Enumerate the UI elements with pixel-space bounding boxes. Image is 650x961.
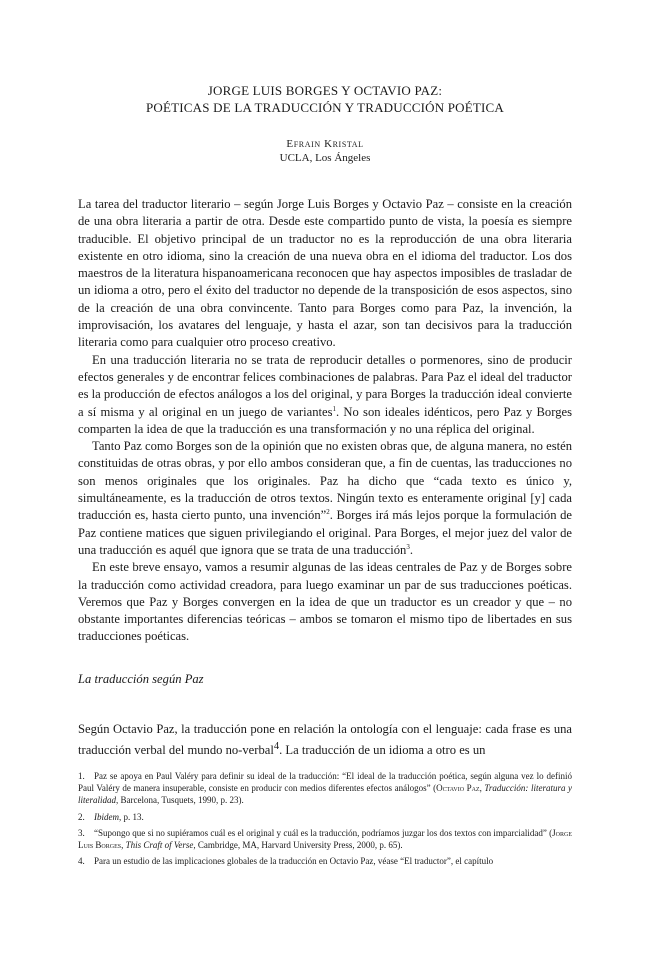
article-affiliation: UCLA, Los Ángeles [279,152,371,164]
footnotes [78,770,572,871]
section-title: La traducción según Paz [78,672,204,686]
footnote-4 [78,855,572,867]
footnote-3 [78,827,572,851]
section-paragraph-text-a: Según Octavio Paz, la traducción pone en relación la ontología con el lenguaje: cada frase es una traducción verbal del mundo no-verbal [78,721,572,758]
paragraph-4-text: En este breve ensayo, vamos a resumir algunas de las ideas centrales de Paz y de Borges sobre la traducción como actividad creadora, para luego examinar un par de sus traducciones poéticas. Veremos que Paz y Borges convergen en la idea de que un traductor es un creador y que – no obstante importantes diferencias teóricas – ambos se tomaron el mismo tipo de libertades en sus traducciones poéticas. [78,560,572,644]
paragraph-2-text-a: En una traducción literaria no se trata de reproducir detalles o pormenores, sino de producir efectos generales y de encontrar felices combinaciones de palabras. Para Paz el ideal del traductor es la producción de efectos análogos a los del original, y para Borges la traducción ideal convierte a sí misma y al original en un juego de variantes [78,352,572,419]
section-paragraph-text-b: . La traducción de un idioma a otro es un [279,743,486,758]
article-title-line-2: POÉTICAS DE LA TRADUCCIÓN Y TRADUCCIÓN POÉTICA [145,100,505,115]
footnote-1-text-c: , Barcelona, Tusquets, 1990, p. 23). [116,795,244,806]
footnote-1-author: Octavio Paz [436,783,480,794]
footnote-3-text-c: , Cambridge, MA, Harvard University Press, 2000, p. 65). [193,840,403,851]
footnote-2-number: 2. [78,811,85,822]
footnote-1 [78,770,572,807]
footnote-2-title: Ibidem [94,811,119,822]
paragraph-4 [78,559,572,645]
footnote-3-author: Jorge Luis Borges [78,827,572,851]
section-body [78,708,572,772]
footnote-4-number: 4. [78,856,85,867]
footnote-2 [78,811,572,823]
footnote-3-number: 3. [78,827,85,838]
footnote-ref-2[interactable]: 2 [326,508,330,517]
footnote-3-text-b: , [121,840,126,851]
footnote-1-title: Traducción: literatura y literalidad [78,783,573,806]
paragraph-2 [78,352,572,438]
paragraph-1-text: La tarea del traductor literario – según Jorge Luis Borges y Octavio Paz – consiste en la creación de una obra literaria a partir de otra. Desde este compartido punto de vista, la poesía es siempre traducible. El objetivo principal de un traductor no es la reproducción de una obra literaria existente en otro idioma, sino la creación de una nueva obra en el idioma del traductor. Los dos maestros de la literatura hispanoamericana reconocen que hay aspectos imposibles de trasladar de un idioma a otro, pero el éxito del traductor no depende de la transposición de esos aspectos, sino de la creación de una obra convincente. Tanto para Borges como para Paz, la invención, la improvisación, los avatares del lenguaje, y hasta el azar, son tan decisivos para la traducción literaria como para cualquier otro proceso creativo. [78,197,572,350]
paragraph-3-text-c: . [409,542,414,557]
paragraph-2-text-b: . No son ideales idénticos, pero Paz y Borges comparten la idea de que la traducción es una transformación y no una réplica del original. [78,404,572,436]
footnote-ref-1[interactable]: 1 [332,404,336,413]
paragraph-1 [78,196,572,352]
footnote-ref-3[interactable]: 3 [406,542,410,551]
footnote-2-text: , p. 13. [119,811,144,822]
paragraph-3 [78,438,572,559]
article-header [0,82,650,164]
paragraph-3-text-a: Tanto Paz como Borges son de la opinión que no existen obras que, de alguna manera, no estén constituidas de otras obras, y por ello ambos consideran que, a fin de cuentas, las traducciones no son menos originales que los originales. Paz ha dicho que “cada texto es único y, simultáneamente, es la traducción de otros textos. Ningún texto es enteramente original [y] cada traducción es, hasta cierto punto, una invención” [78,439,572,523]
footnote-3-title: This Craft of Verse [125,840,194,851]
footnote-4-text: Para un estudio de las implicaciones globales de la traducción en Octavio Paz, véase “El traductor”, el capítulo [94,856,494,867]
footnote-1-text-b: , [479,783,485,794]
article-body [78,196,572,646]
section-paragraph [78,721,572,760]
footnote-1-text-a: Paz se apoya en Paul Valéry para definir su ideal de la traducción: “El ideal de la traducción poética, según alguna vez lo definió Paul Valéry de manera insuperable, consiste en producir con medios diferentes efectos análogos” ( [78,771,572,794]
article-author: Efrain Kristal [286,138,364,150]
footnote-ref-4[interactable]: 4 [273,740,280,752]
paragraph-3-text-b: . Borges irá más lejos porque la formulación de Paz contiene matices que siguen privilegiando el original. Para Borges, el mejor juez del valor de una traducción es aquél que ignora que se trata de una traducción [78,508,572,557]
footnote-3-text-a: “Supongo que si no supiéramos cuál es el original y cuál es la traducción, podríamos juzgar los dos textos con imparcialidad” ( [94,827,553,838]
article-title-line-1: JORGE LUIS BORGES Y OCTAVIO PAZ: [207,83,443,98]
footnote-1-number: 1. [78,771,85,781]
